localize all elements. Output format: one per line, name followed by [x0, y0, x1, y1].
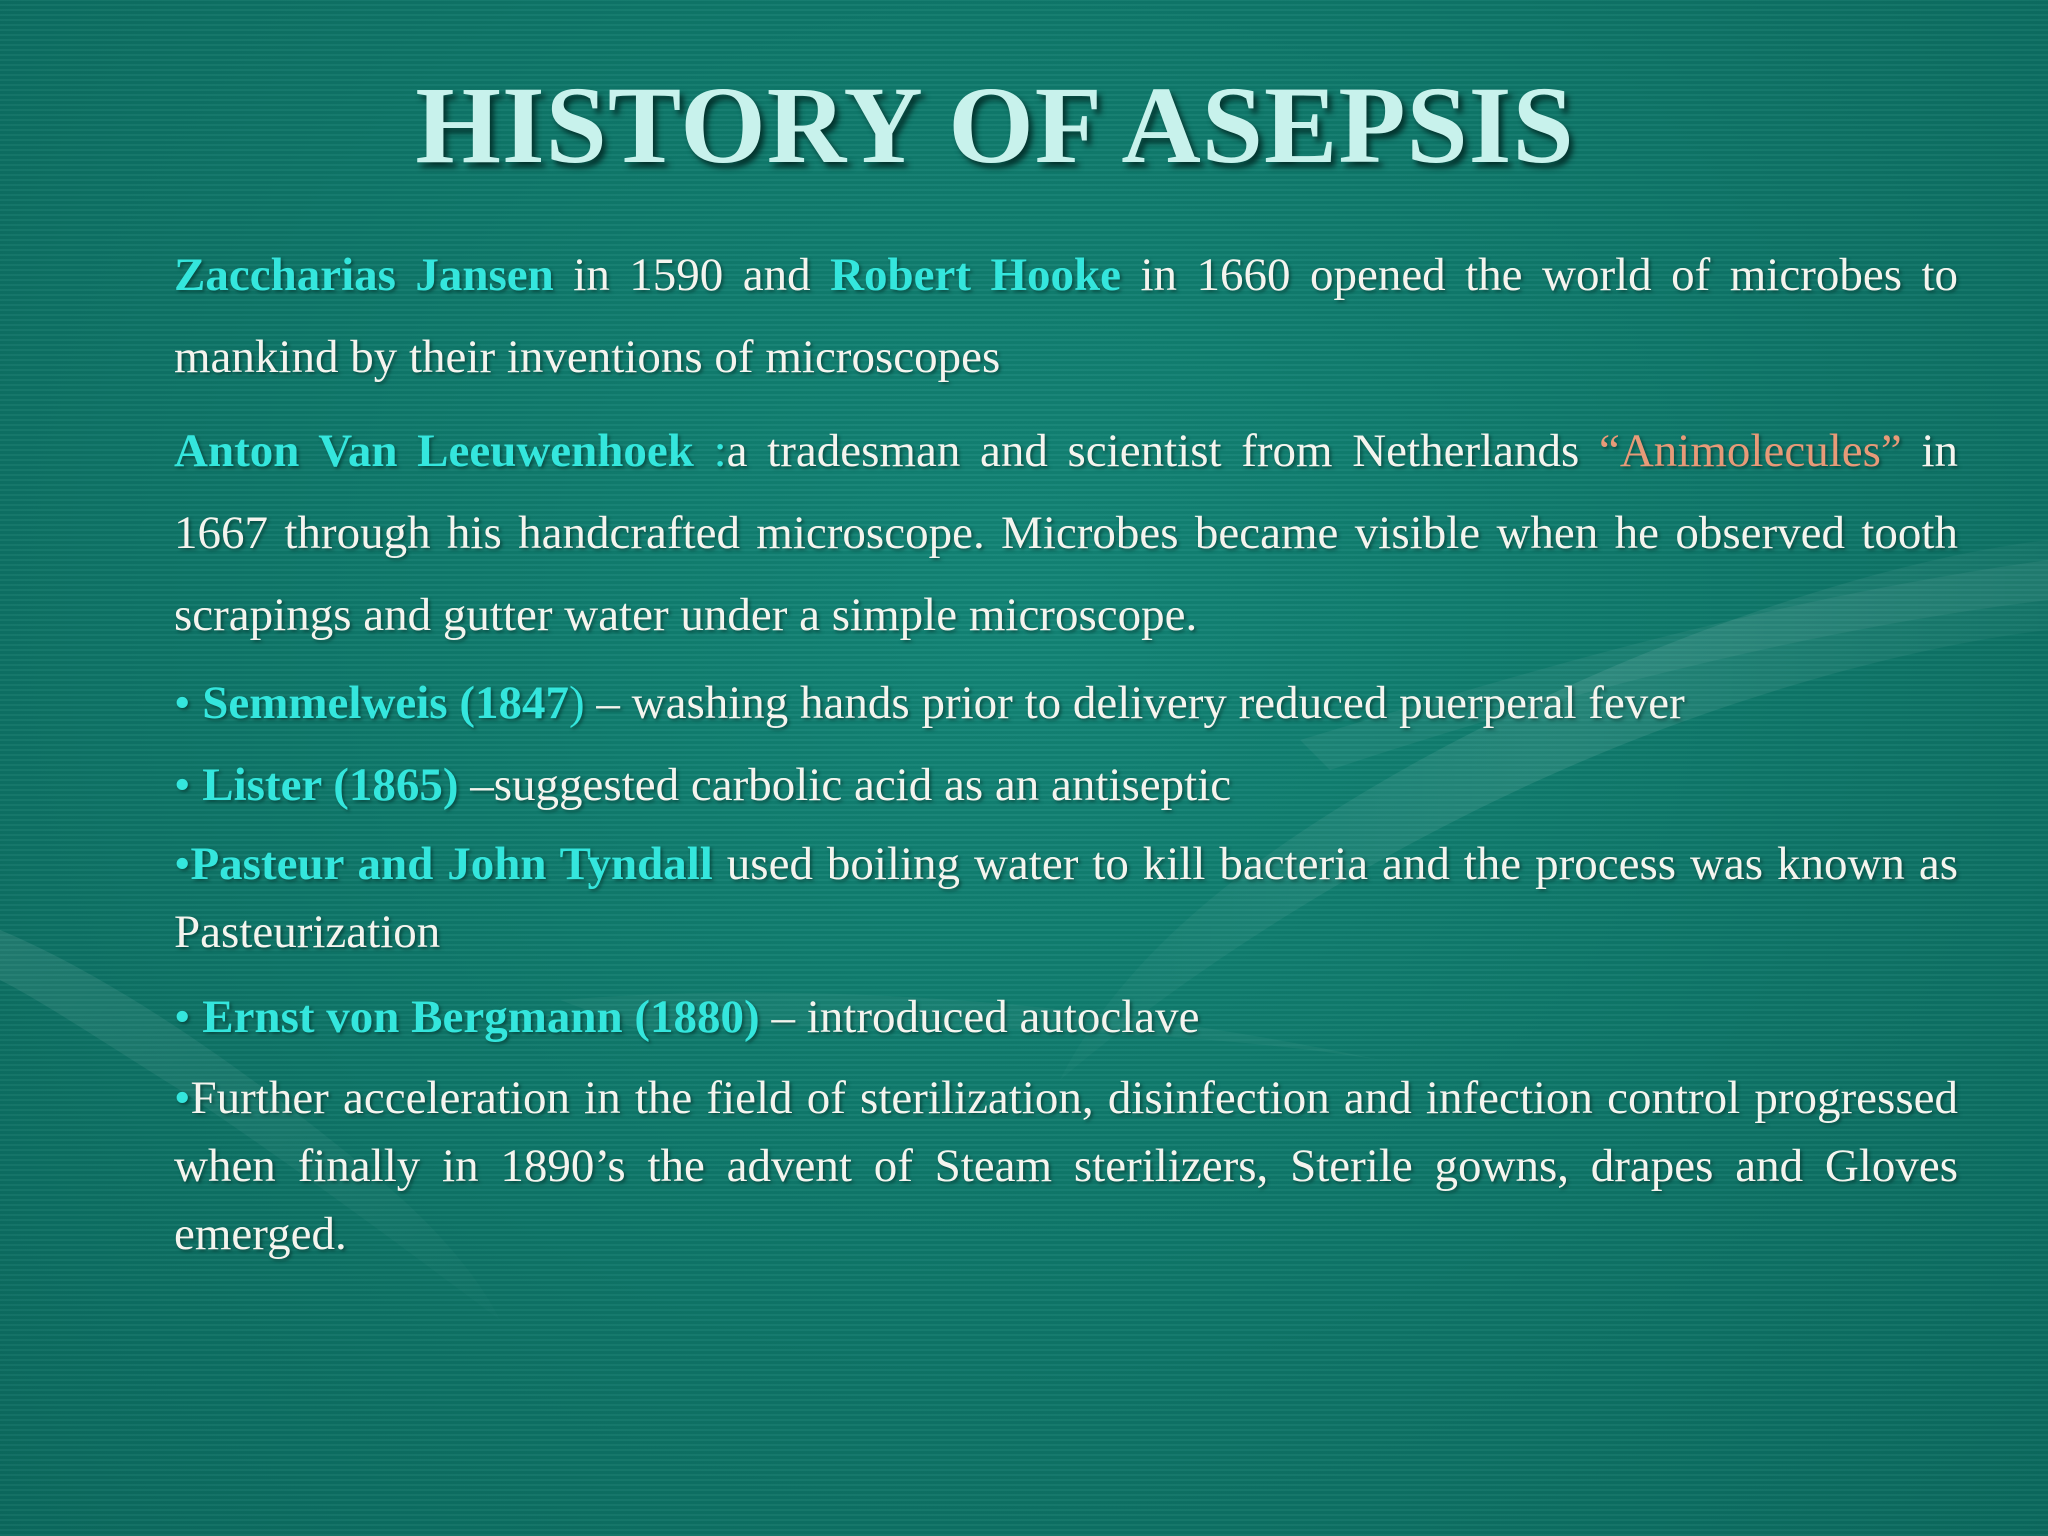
text-segment: – introduced autoclave — [759, 991, 1200, 1043]
name-anton-van-leeuwenhoek: Anton Van Leeuwenhoek — [174, 425, 694, 477]
slide-title: HISTORY OF ASEPSIS — [415, 64, 1575, 186]
text-segment: in 1660 opened the world of microbes to mankind by their inventions of microscopes — [174, 249, 1959, 383]
name-robert-hooke: Robert Hooke — [830, 249, 1122, 301]
name-zaccharias-jansen: Zaccharias Jansen — [174, 249, 554, 301]
text-segment: Further acceleration in the field of sterilization, disinfection and infection control progressed when finally in 1890’s the advent of Steam sterilizers, Sterile gowns, drapes and Gloves emerged. — [174, 1072, 1958, 1260]
bullet-icon: • — [174, 991, 191, 1043]
bullet-icon: • — [174, 1072, 191, 1124]
paragraph-leeuwenhoek — [174, 410, 1958, 656]
text-segment: used boiling water to kill bacteria and the process was known as Pasteurization — [174, 838, 1958, 958]
bullet-pasteur-tyndall — [174, 830, 1958, 966]
name-ernst-von-bergmann: Ernst von Bergmann (1880) — [190, 991, 760, 1043]
name-semmelweis: Semmelweis (1847 — [190, 677, 569, 729]
quote-animolecules: “Animolecules” — [1599, 425, 1902, 477]
bullet-lister — [174, 744, 1958, 826]
bullet-further-acceleration — [174, 1064, 1958, 1268]
bullet-icon: • — [174, 677, 191, 729]
bullet-icon: • — [174, 759, 191, 811]
text-segment: – washing hands prior to delivery reduced puerperal fever — [584, 677, 1685, 729]
text-segment: in 1590 and — [553, 249, 831, 301]
text-segment: in 1667 through his handcrafted microscope. Microbes became visible when he observed tooth scrapings and gutter water under a simple microscope. — [174, 425, 1959, 641]
bullet-von-bergmann — [174, 976, 1958, 1058]
colon-separator: : — [693, 425, 727, 477]
bullet-semmelweis — [174, 662, 1958, 744]
name-pasteur-tyndall: Pasteur and John Tyndall — [190, 838, 713, 890]
name-lister: Lister (1865) — [190, 759, 459, 811]
paragraph-microscope-inventors — [174, 234, 1958, 398]
closing-paren: ) — [569, 677, 585, 729]
slide-body — [174, 234, 1958, 1268]
bullet-icon: • — [174, 838, 191, 890]
text-segment: a tradesman and scientist from Netherlands — [726, 425, 1599, 477]
text-segment: –suggested carbolic acid as an antiseptic — [458, 759, 1232, 811]
